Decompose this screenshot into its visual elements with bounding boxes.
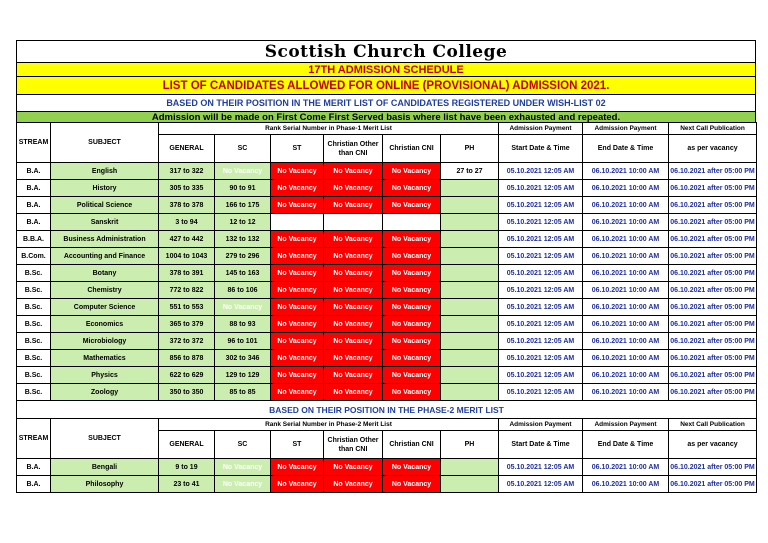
stream-cell: B.Sc.: [17, 384, 51, 401]
ph-cell: [441, 367, 499, 384]
general-cell: 317 to 322: [159, 163, 215, 180]
stream-cell: B.Sc.: [17, 367, 51, 384]
adm-start-header: Admission Payment: [499, 123, 583, 135]
publication-cell: 06.10.2021 after 05:00 PM: [669, 282, 757, 299]
start-cell: 05.10.2021 12:05 AM: [499, 367, 583, 384]
christian-cni-header: Christian CNI: [383, 135, 441, 163]
start-cell: 05.10.2021 12:05 AM: [499, 282, 583, 299]
christian-cni-cell: No Vacancy: [383, 282, 441, 299]
stream-cell: B.A.: [17, 163, 51, 180]
ph-cell: [441, 299, 499, 316]
sc-cell: 12 to 12: [215, 214, 271, 231]
end-cell: 06.10.2021 10:00 AM: [583, 214, 669, 231]
sc-cell: No Vacancy: [215, 459, 271, 476]
christian-other-cell: No Vacancy: [324, 299, 383, 316]
st-cell: No Vacancy: [271, 350, 324, 367]
sc-cell: No Vacancy: [215, 299, 271, 316]
ph-header-2: PH: [441, 431, 499, 459]
subject-cell: Botany: [51, 265, 159, 282]
ph-cell: [441, 282, 499, 299]
as-per-vacancy-header-2: as per vacancy: [669, 431, 757, 459]
christian-other-cell: No Vacancy: [324, 367, 383, 384]
st-cell: No Vacancy: [271, 333, 324, 350]
end-cell: 06.10.2021 10:00 AM: [583, 231, 669, 248]
stream-cell: B.A.: [17, 476, 51, 493]
table-row: [17, 231, 757, 248]
table-row: [17, 384, 757, 401]
sc-cell: 85 to 85: [215, 384, 271, 401]
subject-cell: English: [51, 163, 159, 180]
table-row: [17, 299, 757, 316]
st-cell: No Vacancy: [271, 476, 324, 493]
end-cell: 06.10.2021 10:00 AM: [583, 459, 669, 476]
general-cell: 3 to 94: [159, 214, 215, 231]
general-cell: 1004 to 1043: [159, 248, 215, 265]
christian-other-cell: No Vacancy: [324, 231, 383, 248]
subject-cell: Physics: [51, 367, 159, 384]
christian-cni-cell: No Vacancy: [383, 333, 441, 350]
ph-cell: [441, 197, 499, 214]
stream-cell: B.Sc.: [17, 282, 51, 299]
ph-cell: [441, 265, 499, 282]
wishlist-note: BASED ON THEIR POSITION IN THE MERIT LIST OF CANDIDATES REGISTERED UNDER WISH-LIST 02: [16, 94, 756, 111]
ph-cell: [441, 476, 499, 493]
general-cell: 305 to 335: [159, 180, 215, 197]
stream-cell: B.A.: [17, 197, 51, 214]
end-cell: 06.10.2021 10:00 AM: [583, 163, 669, 180]
as-per-vacancy-header: as per vacancy: [669, 135, 757, 163]
christian-other-cell: No Vacancy: [324, 282, 383, 299]
christian-cni-cell: No Vacancy: [383, 231, 441, 248]
end-cell: 06.10.2021 10:00 AM: [583, 350, 669, 367]
start-cell: 05.10.2021 12:05 AM: [499, 180, 583, 197]
christian-other-cell: No Vacancy: [324, 350, 383, 367]
sc-cell: 129 to 129: [215, 367, 271, 384]
christian-other-cell: No Vacancy: [324, 476, 383, 493]
publication-cell: 06.10.2021 after 05:00 PM: [669, 333, 757, 350]
phase2-title-body: [17, 401, 757, 419]
start-cell: 05.10.2021 12:05 AM: [499, 197, 583, 214]
christian-cni-cell: No Vacancy: [383, 248, 441, 265]
st-cell: No Vacancy: [271, 367, 324, 384]
start-cell: 05.10.2021 12:05 AM: [499, 299, 583, 316]
end-header-2: End Date & Time: [583, 431, 669, 459]
adm-end-header-2: Admission Payment: [583, 419, 669, 431]
subject-cell: History: [51, 180, 159, 197]
end-cell: 06.10.2021 10:00 AM: [583, 265, 669, 282]
subject-header: SUBJECT: [51, 123, 159, 163]
start-cell: 05.10.2021 12:05 AM: [499, 476, 583, 493]
general-cell: 856 to 878: [159, 350, 215, 367]
end-cell: 06.10.2021 10:00 AM: [583, 333, 669, 350]
publication-cell: 06.10.2021 after 05:00 PM: [669, 214, 757, 231]
st-cell: No Vacancy: [271, 163, 324, 180]
table-row: [17, 316, 757, 333]
sc-cell: 145 to 163: [215, 265, 271, 282]
table-row: [17, 163, 757, 180]
christian-other-cell: No Vacancy: [324, 316, 383, 333]
table-row: [17, 214, 757, 231]
end-cell: 06.10.2021 10:00 AM: [583, 180, 669, 197]
table-row: [17, 350, 757, 367]
subject-cell: Political Science: [51, 197, 159, 214]
ph-header: PH: [441, 135, 499, 163]
ph-cell: [441, 384, 499, 401]
sc-cell: No Vacancy: [215, 476, 271, 493]
start-cell: 05.10.2021 12:05 AM: [499, 231, 583, 248]
phase1-body: [17, 123, 757, 401]
publication-cell: 06.10.2021 after 05:00 PM: [669, 180, 757, 197]
start-cell: 05.10.2021 12:05 AM: [499, 333, 583, 350]
admission-table: [16, 122, 757, 493]
general-cell: 551 to 553: [159, 299, 215, 316]
start-cell: 05.10.2021 12:05 AM: [499, 265, 583, 282]
end-cell: 06.10.2021 10:00 AM: [583, 248, 669, 265]
end-cell: 06.10.2021 10:00 AM: [583, 282, 669, 299]
sc-cell: 88 to 93: [215, 316, 271, 333]
adm-start-header-2: Admission Payment: [499, 419, 583, 431]
table-row: [17, 333, 757, 350]
stream-cell: B.A.: [17, 459, 51, 476]
publication-cell: 06.10.2021 after 05:00 PM: [669, 316, 757, 333]
college-title: Scottish Church College: [16, 40, 756, 62]
st-cell: No Vacancy: [271, 384, 324, 401]
christian-other-header-2: Christian Other than CNI: [324, 431, 383, 459]
rank-phase2-header: Rank Serial Number in Phase-2 Merit List: [159, 419, 499, 431]
sc-cell: 132 to 132: [215, 231, 271, 248]
table-row: [17, 367, 757, 384]
start-header: Start Date & Time: [499, 135, 583, 163]
start-cell: 05.10.2021 12:05 AM: [499, 248, 583, 265]
subject-cell: Zoology: [51, 384, 159, 401]
general-cell: 622 to 629: [159, 367, 215, 384]
publication-cell: 06.10.2021 after 05:00 PM: [669, 384, 757, 401]
st-header-2: ST: [271, 431, 324, 459]
stream-cell: B.A.: [17, 214, 51, 231]
admission-sheet: [16, 40, 756, 493]
subject-cell: Sanskrit: [51, 214, 159, 231]
start-cell: 05.10.2021 12:05 AM: [499, 384, 583, 401]
sc-cell: 90 to 91: [215, 180, 271, 197]
christian-other-cell: No Vacancy: [324, 180, 383, 197]
christian-cni-cell: No Vacancy: [383, 180, 441, 197]
general-cell: 378 to 378: [159, 197, 215, 214]
sc-cell: 96 to 101: [215, 333, 271, 350]
list-title: LIST OF CANDIDATES ALLOWED FOR ONLINE (PROVISIONAL) ADMISSION 2021.: [16, 76, 756, 94]
stream-cell: B.Com.: [17, 248, 51, 265]
table-row: [17, 282, 757, 299]
subject-cell: Philosophy: [51, 476, 159, 493]
rank-phase1-header: Rank Serial Number in Phase-1 Merit List: [159, 123, 499, 135]
end-cell: 06.10.2021 10:00 AM: [583, 384, 669, 401]
table-row: [17, 476, 757, 493]
christian-cni-cell: No Vacancy: [383, 384, 441, 401]
st-cell: No Vacancy: [271, 316, 324, 333]
christian-cni-cell: No Vacancy: [383, 299, 441, 316]
subject-cell: Business Administration: [51, 231, 159, 248]
subject-cell: Economics: [51, 316, 159, 333]
christian-other-cell: No Vacancy: [324, 459, 383, 476]
ph-cell: [441, 459, 499, 476]
stream-cell: B.Sc.: [17, 299, 51, 316]
st-cell: No Vacancy: [271, 180, 324, 197]
phase2-title: BASED ON THEIR POSITION IN THE PHASE-2 MERIT LIST: [17, 401, 757, 419]
christian-cni-cell: No Vacancy: [383, 316, 441, 333]
stream-cell: B.B.A.: [17, 231, 51, 248]
christian-other-cell: No Vacancy: [324, 197, 383, 214]
end-cell: 06.10.2021 10:00 AM: [583, 316, 669, 333]
phase2-body: [17, 419, 757, 493]
subject-cell: Computer Science: [51, 299, 159, 316]
publication-cell: 06.10.2021 after 05:00 PM: [669, 350, 757, 367]
next-call-header: Next Call Publication: [669, 123, 757, 135]
ph-cell: [441, 180, 499, 197]
publication-cell: 06.10.2021 after 05:00 PM: [669, 265, 757, 282]
sc-cell: 279 to 296: [215, 248, 271, 265]
st-cell: No Vacancy: [271, 459, 324, 476]
fcfs-note: Admission will be made on First Come First Served basis where list have been exhausted and repeated.: [16, 111, 756, 122]
ph-cell: [441, 316, 499, 333]
general-cell: 427 to 442: [159, 231, 215, 248]
st-header: ST: [271, 135, 324, 163]
subject-cell: Bengali: [51, 459, 159, 476]
stream-header: STREAM: [17, 123, 51, 163]
ph-cell: [441, 248, 499, 265]
general-cell: 378 to 391: [159, 265, 215, 282]
christian-cni-cell: No Vacancy: [383, 265, 441, 282]
sc-cell: 166 to 175: [215, 197, 271, 214]
publication-cell: 06.10.2021 after 05:00 PM: [669, 248, 757, 265]
st-cell: No Vacancy: [271, 231, 324, 248]
sc-header-2: SC: [215, 431, 271, 459]
schedule-title: 17TH ADMISSION SCHEDULE: [16, 62, 756, 76]
publication-cell: 06.10.2021 after 05:00 PM: [669, 367, 757, 384]
st-cell: [271, 214, 324, 231]
ph-cell: [441, 333, 499, 350]
start-cell: 05.10.2021 12:05 AM: [499, 316, 583, 333]
christian-cni-cell: No Vacancy: [383, 163, 441, 180]
sc-cell: No Vacancy: [215, 163, 271, 180]
christian-other-header: Christian Other than CNI: [324, 135, 383, 163]
end-cell: 06.10.2021 10:00 AM: [583, 197, 669, 214]
end-header: End Date & Time: [583, 135, 669, 163]
general-cell: 9 to 19: [159, 459, 215, 476]
table-row: [17, 248, 757, 265]
table-row: [17, 265, 757, 282]
st-cell: No Vacancy: [271, 197, 324, 214]
christian-other-cell: [324, 214, 383, 231]
general-header-2: GENERAL: [159, 431, 215, 459]
st-cell: No Vacancy: [271, 248, 324, 265]
christian-cni-cell: No Vacancy: [383, 197, 441, 214]
publication-cell: 06.10.2021 after 05:00 PM: [669, 163, 757, 180]
ph-cell: [441, 350, 499, 367]
st-cell: No Vacancy: [271, 299, 324, 316]
christian-cni-cell: No Vacancy: [383, 367, 441, 384]
general-cell: 365 to 379: [159, 316, 215, 333]
adm-end-header: Admission Payment: [583, 123, 669, 135]
stream-cell: B.Sc.: [17, 265, 51, 282]
general-cell: 772 to 822: [159, 282, 215, 299]
ph-cell: [441, 231, 499, 248]
stream-cell: B.Sc.: [17, 333, 51, 350]
table-row: [17, 197, 757, 214]
publication-cell: 06.10.2021 after 05:00 PM: [669, 197, 757, 214]
start-cell: 05.10.2021 12:05 AM: [499, 163, 583, 180]
christian-cni-cell: No Vacancy: [383, 476, 441, 493]
publication-cell: 06.10.2021 after 05:00 PM: [669, 299, 757, 316]
subject-header-2: SUBJECT: [51, 419, 159, 459]
general-cell: 372 to 372: [159, 333, 215, 350]
st-cell: No Vacancy: [271, 282, 324, 299]
publication-cell: 06.10.2021 after 05:00 PM: [669, 459, 757, 476]
general-cell: 350 to 350: [159, 384, 215, 401]
sc-cell: 86 to 106: [215, 282, 271, 299]
christian-cni-cell: No Vacancy: [383, 350, 441, 367]
ph-cell: [441, 214, 499, 231]
start-header-2: Start Date & Time: [499, 431, 583, 459]
stream-cell: B.A.: [17, 180, 51, 197]
christian-other-cell: No Vacancy: [324, 248, 383, 265]
christian-other-cell: No Vacancy: [324, 265, 383, 282]
christian-other-cell: No Vacancy: [324, 384, 383, 401]
christian-other-cell: No Vacancy: [324, 333, 383, 350]
sc-cell: 302 to 346: [215, 350, 271, 367]
subject-cell: Microbiology: [51, 333, 159, 350]
publication-cell: 06.10.2021 after 05:00 PM: [669, 231, 757, 248]
general-cell: 23 to 41: [159, 476, 215, 493]
publication-cell: 06.10.2021 after 05:00 PM: [669, 476, 757, 493]
christian-other-cell: No Vacancy: [324, 163, 383, 180]
christian-cni-cell: No Vacancy: [383, 459, 441, 476]
start-cell: 05.10.2021 12:05 AM: [499, 350, 583, 367]
next-call-header-2: Next Call Publication: [669, 419, 757, 431]
ph-cell: 27 to 27: [441, 163, 499, 180]
start-cell: 05.10.2021 12:05 AM: [499, 459, 583, 476]
table-row: [17, 459, 757, 476]
subject-cell: Mathematics: [51, 350, 159, 367]
table-row: [17, 180, 757, 197]
stream-cell: B.Sc.: [17, 316, 51, 333]
end-cell: 06.10.2021 10:00 AM: [583, 299, 669, 316]
stream-header-2: STREAM: [17, 419, 51, 459]
subject-cell: Accounting and Finance: [51, 248, 159, 265]
end-cell: 06.10.2021 10:00 AM: [583, 476, 669, 493]
general-header: GENERAL: [159, 135, 215, 163]
christian-cni-cell: [383, 214, 441, 231]
sc-header: SC: [215, 135, 271, 163]
end-cell: 06.10.2021 10:00 AM: [583, 367, 669, 384]
stream-cell: B.Sc.: [17, 350, 51, 367]
start-cell: 05.10.2021 12:05 AM: [499, 214, 583, 231]
subject-cell: Chemistry: [51, 282, 159, 299]
st-cell: No Vacancy: [271, 265, 324, 282]
christian-cni-header-2: Christian CNI: [383, 431, 441, 459]
